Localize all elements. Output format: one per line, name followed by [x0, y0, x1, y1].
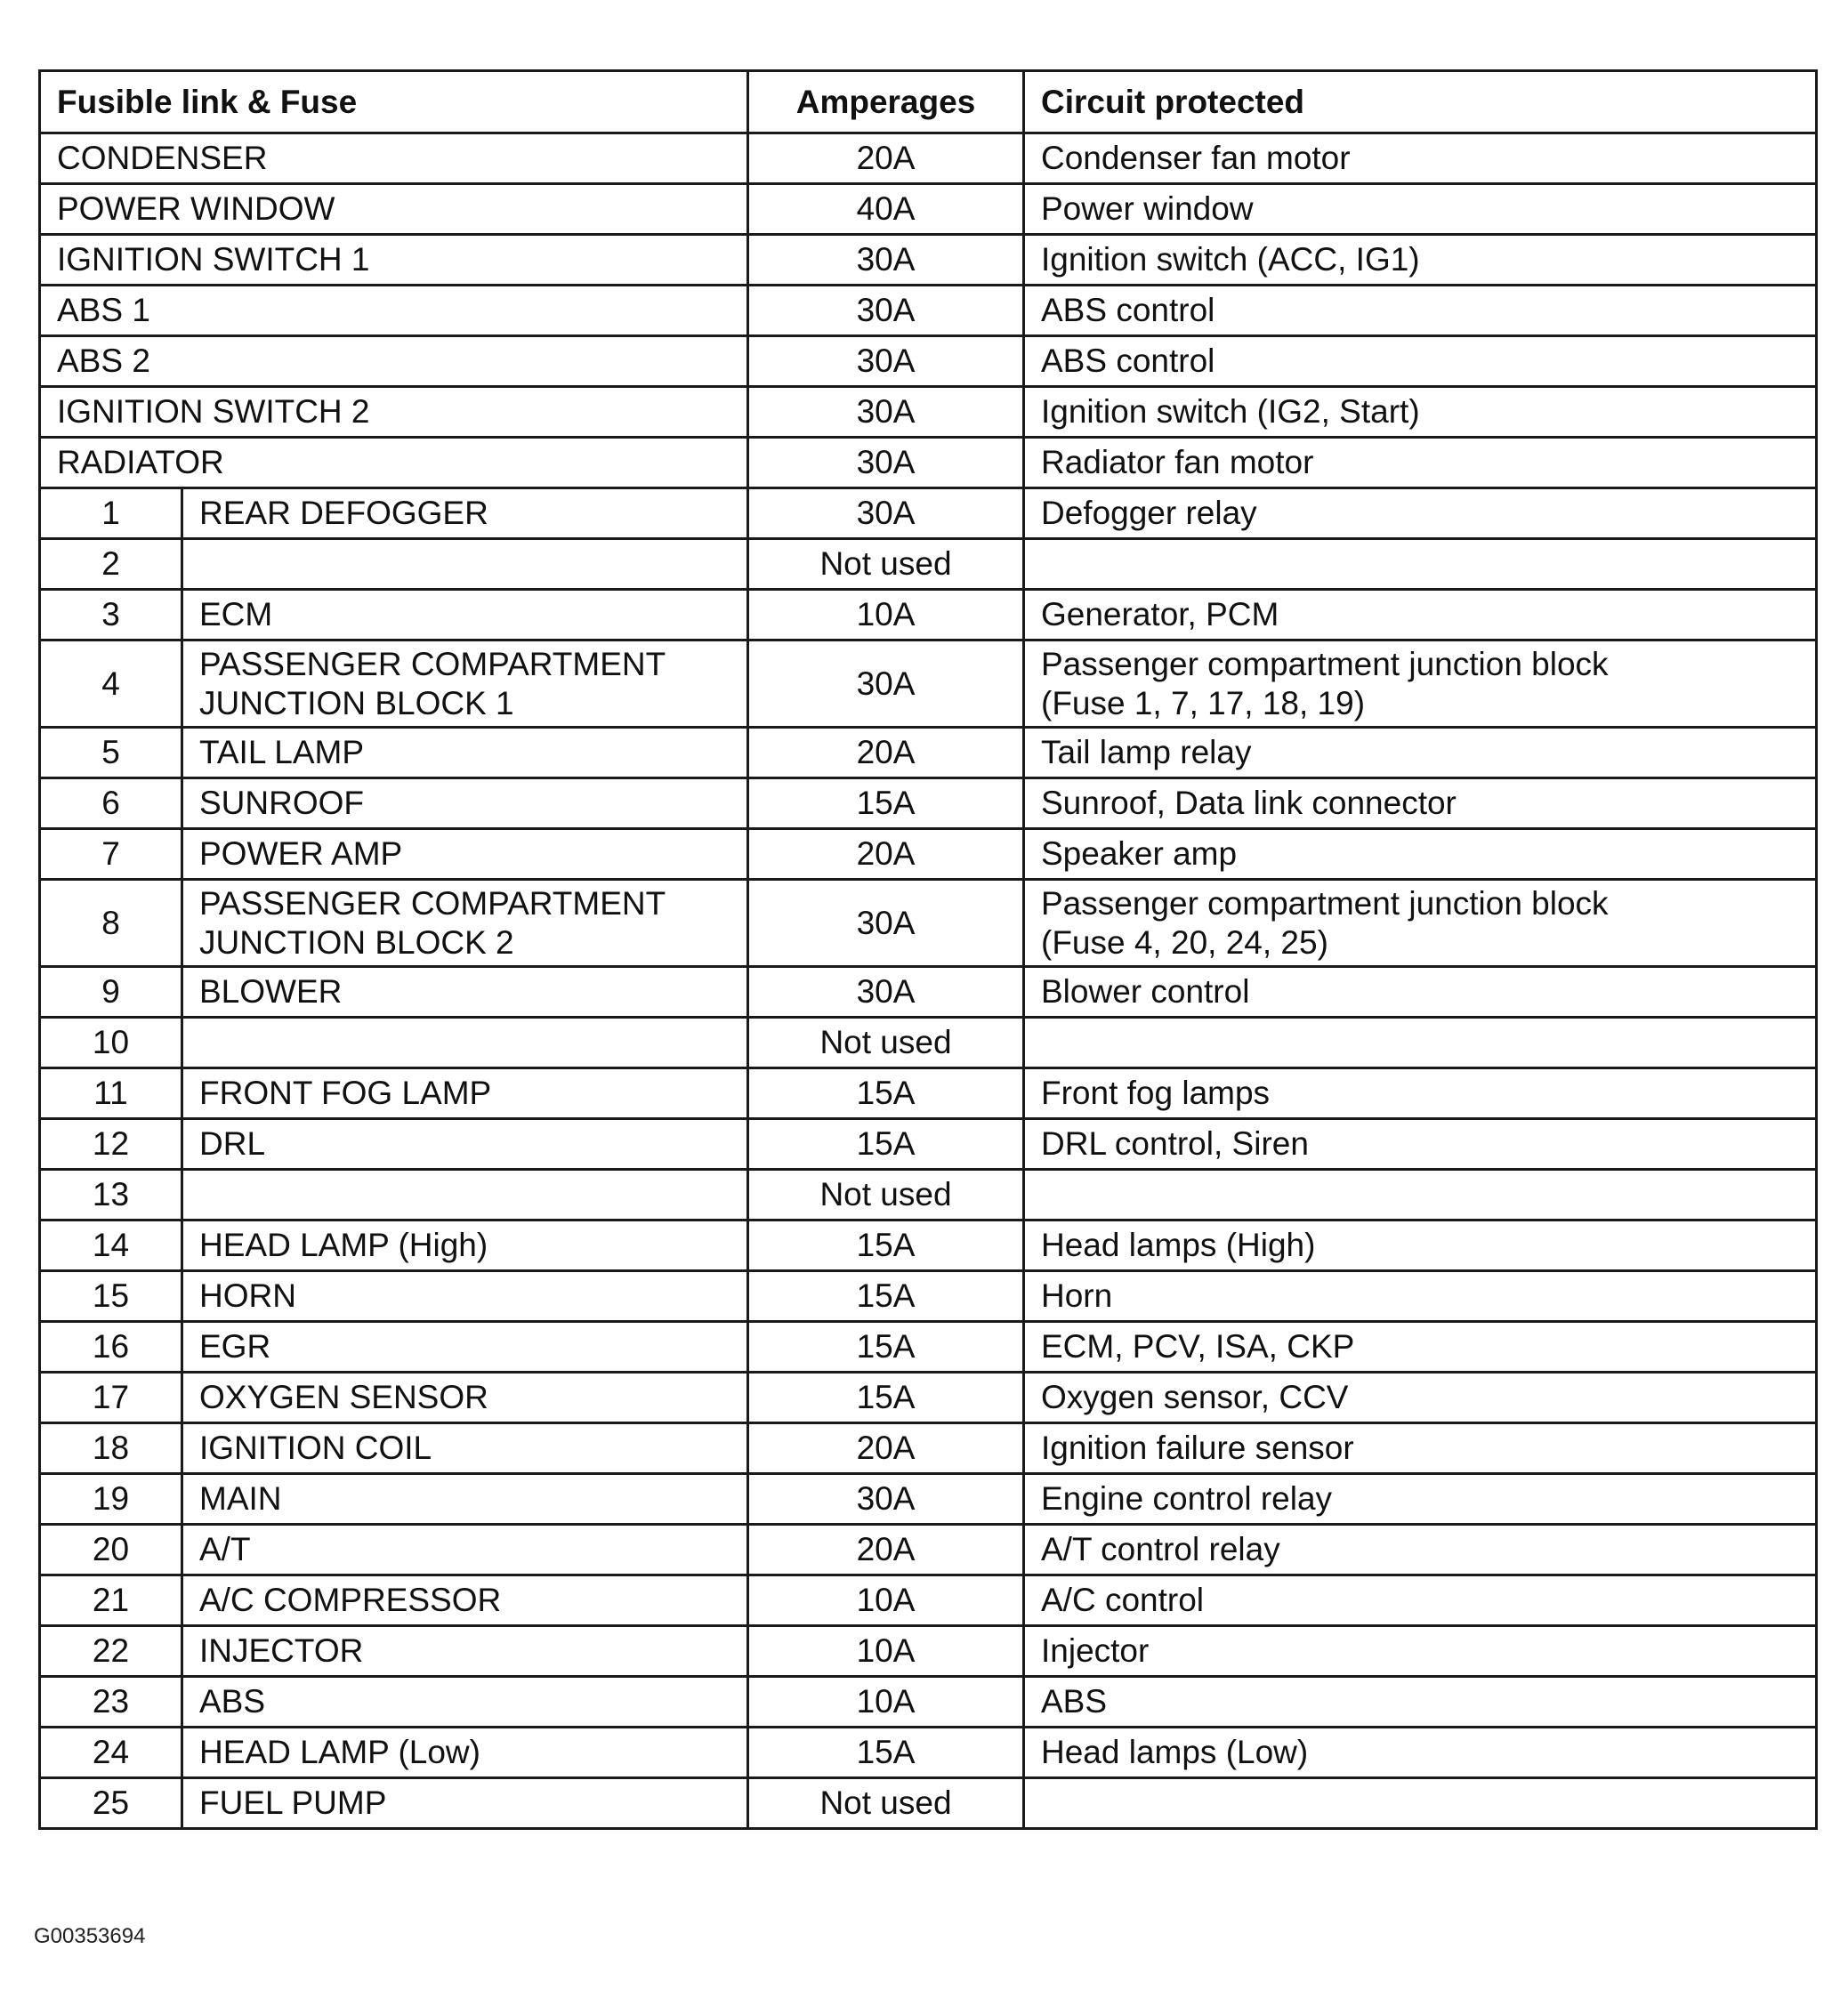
amperage: 10A — [748, 590, 1024, 640]
circuit-protected — [1024, 1575, 1817, 1626]
table-row — [40, 438, 1817, 488]
fuse-number: 4 — [40, 640, 182, 728]
table-row — [40, 1221, 1817, 1271]
amperage: Not used — [748, 1170, 1024, 1221]
fuse-number: 2 — [40, 539, 182, 590]
fuse-name-line: HEAD LAMP (Low) — [199, 1734, 480, 1770]
table-row — [40, 880, 1817, 967]
amperage: 10A — [748, 1677, 1024, 1728]
fuse-name — [182, 880, 748, 967]
header-circuit: Circuit protected — [1024, 71, 1817, 133]
amperage: 15A — [748, 1119, 1024, 1170]
amperage: 15A — [748, 778, 1024, 829]
fuse-name-line: FRONT FOG LAMP — [199, 1075, 492, 1111]
circuit-line: Oxygen sensor, CCV — [1041, 1379, 1349, 1415]
header-amperages: Amperages — [748, 71, 1024, 133]
fuse-number: 21 — [40, 1575, 182, 1626]
fuse-name-line: HEAD LAMP (High) — [199, 1227, 488, 1263]
circuit-protected — [1024, 1626, 1817, 1677]
fuse-name — [182, 1018, 748, 1068]
fuse-name-line: ECM — [199, 596, 273, 632]
fuse-name — [182, 1373, 748, 1423]
circuit-protected — [1024, 1728, 1817, 1778]
fuse-name — [182, 1221, 748, 1271]
fuse-number: 3 — [40, 590, 182, 640]
circuit-protected: Ignition switch (ACC, IG1) — [1024, 235, 1817, 286]
fuse-name-line: JUNCTION BLOCK 1 — [199, 684, 514, 721]
fuse-number: 22 — [40, 1626, 182, 1677]
table-row — [40, 1119, 1817, 1170]
fuse-number: 11 — [40, 1068, 182, 1119]
fuse-name — [182, 1525, 748, 1575]
circuit-protected — [1024, 728, 1817, 778]
circuit-line: DRL control, Siren — [1041, 1125, 1309, 1162]
table-row — [40, 488, 1817, 539]
fuse-name — [182, 1677, 748, 1728]
table-header-row — [40, 71, 1817, 133]
fuse-name-line: PASSENGER COMPARTMENT — [199, 884, 666, 922]
fuse-number: 23 — [40, 1677, 182, 1728]
amperage: 30A — [748, 1474, 1024, 1525]
table-row — [40, 184, 1817, 235]
fuse-name — [182, 1271, 748, 1322]
fuse-name — [182, 1068, 748, 1119]
fuse-name — [182, 1575, 748, 1626]
amperage: 30A — [748, 438, 1024, 488]
fuse-name-line: OXYGEN SENSOR — [199, 1379, 488, 1415]
circuit-protected: ABS control — [1024, 286, 1817, 336]
amperage: 15A — [748, 1271, 1024, 1322]
fuse-number: 5 — [40, 728, 182, 778]
amperage: 10A — [748, 1575, 1024, 1626]
figure-id: G00353694 — [34, 1924, 146, 1948]
fuse-name-line: MAIN — [199, 1480, 282, 1517]
table-row — [40, 387, 1817, 438]
circuit-protected — [1024, 1373, 1817, 1423]
table-row — [40, 539, 1817, 590]
circuit-line: ECM, PCV, ISA, CKP — [1041, 1328, 1355, 1365]
table-row — [40, 1423, 1817, 1474]
fuse-number: 14 — [40, 1221, 182, 1271]
fuse-name-line: SUNROOF — [199, 785, 364, 821]
header-fuse: Fusible link & Fuse — [40, 71, 748, 133]
fuse-number: 13 — [40, 1170, 182, 1221]
fuse-name-line: BLOWER — [199, 973, 343, 1010]
circuit-line: Front fog lamps — [1041, 1075, 1271, 1111]
fuse-name — [182, 1474, 748, 1525]
fusible-link-name: CONDENSER — [40, 133, 748, 184]
fusible-link-name: IGNITION SWITCH 2 — [40, 387, 748, 438]
circuit-line: Head lamps (Low) — [1041, 1734, 1309, 1770]
amperage: 15A — [748, 1221, 1024, 1271]
fuse-number: 19 — [40, 1474, 182, 1525]
fuse-number: 7 — [40, 829, 182, 880]
circuit-protected — [1024, 829, 1817, 880]
amperage: 20A — [748, 829, 1024, 880]
circuit-protected — [1024, 1068, 1817, 1119]
circuit-line: (Fuse 4, 20, 24, 25) — [1041, 923, 1328, 961]
table-row — [40, 967, 1817, 1018]
circuit-protected: Ignition switch (IG2, Start) — [1024, 387, 1817, 438]
amperage: 30A — [748, 286, 1024, 336]
circuit-protected — [1024, 1119, 1817, 1170]
circuit-protected: ABS control — [1024, 336, 1817, 387]
fuse-number: 10 — [40, 1018, 182, 1068]
circuit-protected — [1024, 778, 1817, 829]
amperage: 30A — [748, 967, 1024, 1018]
circuit-line: Defogger relay — [1041, 495, 1257, 531]
circuit-protected — [1024, 1423, 1817, 1474]
fusible-link-name: ABS 2 — [40, 336, 748, 387]
circuit-line: Sunroof, Data link connector — [1041, 785, 1457, 821]
amperage: 30A — [748, 387, 1024, 438]
fusible-link-name: RADIATOR — [40, 438, 748, 488]
fuse-name — [182, 778, 748, 829]
fusible-link-name: POWER WINDOW — [40, 184, 748, 235]
fuse-name — [182, 590, 748, 640]
circuit-protected — [1024, 1525, 1817, 1575]
amperage: Not used — [748, 1778, 1024, 1829]
amperage: 30A — [748, 336, 1024, 387]
fuse-name-line: POWER AMP — [199, 835, 403, 872]
circuit-protected: Condenser fan motor — [1024, 133, 1817, 184]
circuit-line: A/T control relay — [1041, 1531, 1280, 1567]
circuit-protected — [1024, 1221, 1817, 1271]
table-row — [40, 235, 1817, 286]
amperage: 20A — [748, 1423, 1024, 1474]
circuit-protected — [1024, 590, 1817, 640]
fuse-number: 6 — [40, 778, 182, 829]
amperage: 30A — [748, 235, 1024, 286]
circuit-protected — [1024, 880, 1817, 967]
amperage: 15A — [748, 1373, 1024, 1423]
circuit-line: Generator, PCM — [1041, 596, 1279, 632]
fuse-name — [182, 1423, 748, 1474]
circuit-protected — [1024, 1271, 1817, 1322]
fuse-name-line: IGNITION COIL — [199, 1430, 432, 1466]
table-row — [40, 286, 1817, 336]
circuit-protected: Radiator fan motor — [1024, 438, 1817, 488]
fuse-number: 24 — [40, 1728, 182, 1778]
fuse-name-line: A/T — [199, 1531, 251, 1567]
fuse-number: 15 — [40, 1271, 182, 1322]
amperage: 10A — [748, 1626, 1024, 1677]
amperage: 20A — [748, 133, 1024, 184]
fuse-name — [182, 1322, 748, 1373]
fuse-name-line: HORN — [199, 1277, 296, 1314]
fuse-name-line: DRL — [199, 1125, 266, 1162]
table-row — [40, 1373, 1817, 1423]
circuit-protected — [1024, 1677, 1817, 1728]
circuit-line: Injector — [1041, 1632, 1150, 1669]
circuit-line: (Fuse 1, 7, 17, 18, 19) — [1041, 684, 1366, 721]
fusible-link-name: ABS 1 — [40, 286, 748, 336]
circuit-protected — [1024, 488, 1817, 539]
circuit-protected: Power window — [1024, 184, 1817, 235]
circuit-protected — [1024, 1474, 1817, 1525]
amperage: 40A — [748, 184, 1024, 235]
fuse-name — [182, 1626, 748, 1677]
fuse-name — [182, 1778, 748, 1829]
table-row — [40, 590, 1817, 640]
circuit-line: Blower control — [1041, 973, 1250, 1010]
amperage: 30A — [748, 640, 1024, 728]
fuse-name — [182, 1119, 748, 1170]
fuse-number: 8 — [40, 880, 182, 967]
circuit-line: A/C control — [1041, 1582, 1205, 1618]
table-row — [40, 1626, 1817, 1677]
fuse-name — [182, 1170, 748, 1221]
fuse-number: 17 — [40, 1373, 182, 1423]
amperage: 30A — [748, 880, 1024, 967]
fuse-name-line: FUEL PUMP — [199, 1784, 387, 1821]
amperage: Not used — [748, 1018, 1024, 1068]
fuse-name-line: A/C COMPRESSOR — [199, 1582, 502, 1618]
circuit-protected — [1024, 1322, 1817, 1373]
circuit-line: Horn — [1041, 1277, 1113, 1314]
table-row — [40, 1728, 1817, 1778]
fuse-name — [182, 488, 748, 539]
table-row — [40, 640, 1817, 728]
fuse-name-line: TAIL LAMP — [199, 734, 365, 770]
fuse-name-line: ABS — [199, 1683, 266, 1720]
circuit-protected — [1024, 539, 1817, 590]
fuse-table — [38, 69, 1818, 1830]
table-row — [40, 1271, 1817, 1322]
table-row — [40, 1322, 1817, 1373]
fuse-name — [182, 640, 748, 728]
fuse-name-line: INJECTOR — [199, 1632, 364, 1669]
fuse-name-line: EGR — [199, 1328, 271, 1365]
amperage: 30A — [748, 488, 1024, 539]
table-body — [40, 133, 1817, 1829]
fuse-number: 18 — [40, 1423, 182, 1474]
table-row — [40, 1474, 1817, 1525]
fuse-name — [182, 728, 748, 778]
fuse-number: 9 — [40, 967, 182, 1018]
table-row — [40, 778, 1817, 829]
circuit-line: Speaker amp — [1041, 835, 1238, 872]
table-row — [40, 1018, 1817, 1068]
fuse-number: 16 — [40, 1322, 182, 1373]
fuse-number: 25 — [40, 1778, 182, 1829]
amperage: 15A — [748, 1068, 1024, 1119]
table-row — [40, 336, 1817, 387]
circuit-protected — [1024, 1170, 1817, 1221]
fuse-name — [182, 1728, 748, 1778]
fuse-name — [182, 967, 748, 1018]
fuse-number: 1 — [40, 488, 182, 539]
table-row — [40, 1170, 1817, 1221]
fuse-name-line: JUNCTION BLOCK 2 — [199, 923, 514, 961]
circuit-line: ABS — [1041, 1683, 1108, 1720]
table-row — [40, 728, 1817, 778]
circuit-line: Passenger compartment junction block — [1041, 645, 1609, 682]
fuse-name-line: PASSENGER COMPARTMENT — [199, 645, 666, 682]
table-row — [40, 1677, 1817, 1728]
circuit-protected — [1024, 1778, 1817, 1829]
amperage: 15A — [748, 1322, 1024, 1373]
fuse-name-line: REAR DEFOGGER — [199, 495, 488, 531]
circuit-line: Tail lamp relay — [1041, 734, 1252, 770]
fuse-number: 20 — [40, 1525, 182, 1575]
circuit-protected — [1024, 967, 1817, 1018]
table-row — [40, 1575, 1817, 1626]
fusible-link-name: IGNITION SWITCH 1 — [40, 235, 748, 286]
circuit-protected — [1024, 640, 1817, 728]
circuit-line: Engine control relay — [1041, 1480, 1333, 1517]
circuit-line: Ignition failure sensor — [1041, 1430, 1354, 1466]
fuse-number: 12 — [40, 1119, 182, 1170]
table-row — [40, 829, 1817, 880]
table-row — [40, 133, 1817, 184]
table-row — [40, 1068, 1817, 1119]
fuse-name — [182, 829, 748, 880]
circuit-line: Head lamps (High) — [1041, 1227, 1316, 1263]
circuit-line: Passenger compartment junction block — [1041, 884, 1609, 922]
amperage: Not used — [748, 539, 1024, 590]
amperage: 20A — [748, 728, 1024, 778]
table-row — [40, 1778, 1817, 1829]
circuit-protected — [1024, 1018, 1817, 1068]
amperage: 20A — [748, 1525, 1024, 1575]
table-row — [40, 1525, 1817, 1575]
fuse-name — [182, 539, 748, 590]
amperage: 15A — [748, 1728, 1024, 1778]
